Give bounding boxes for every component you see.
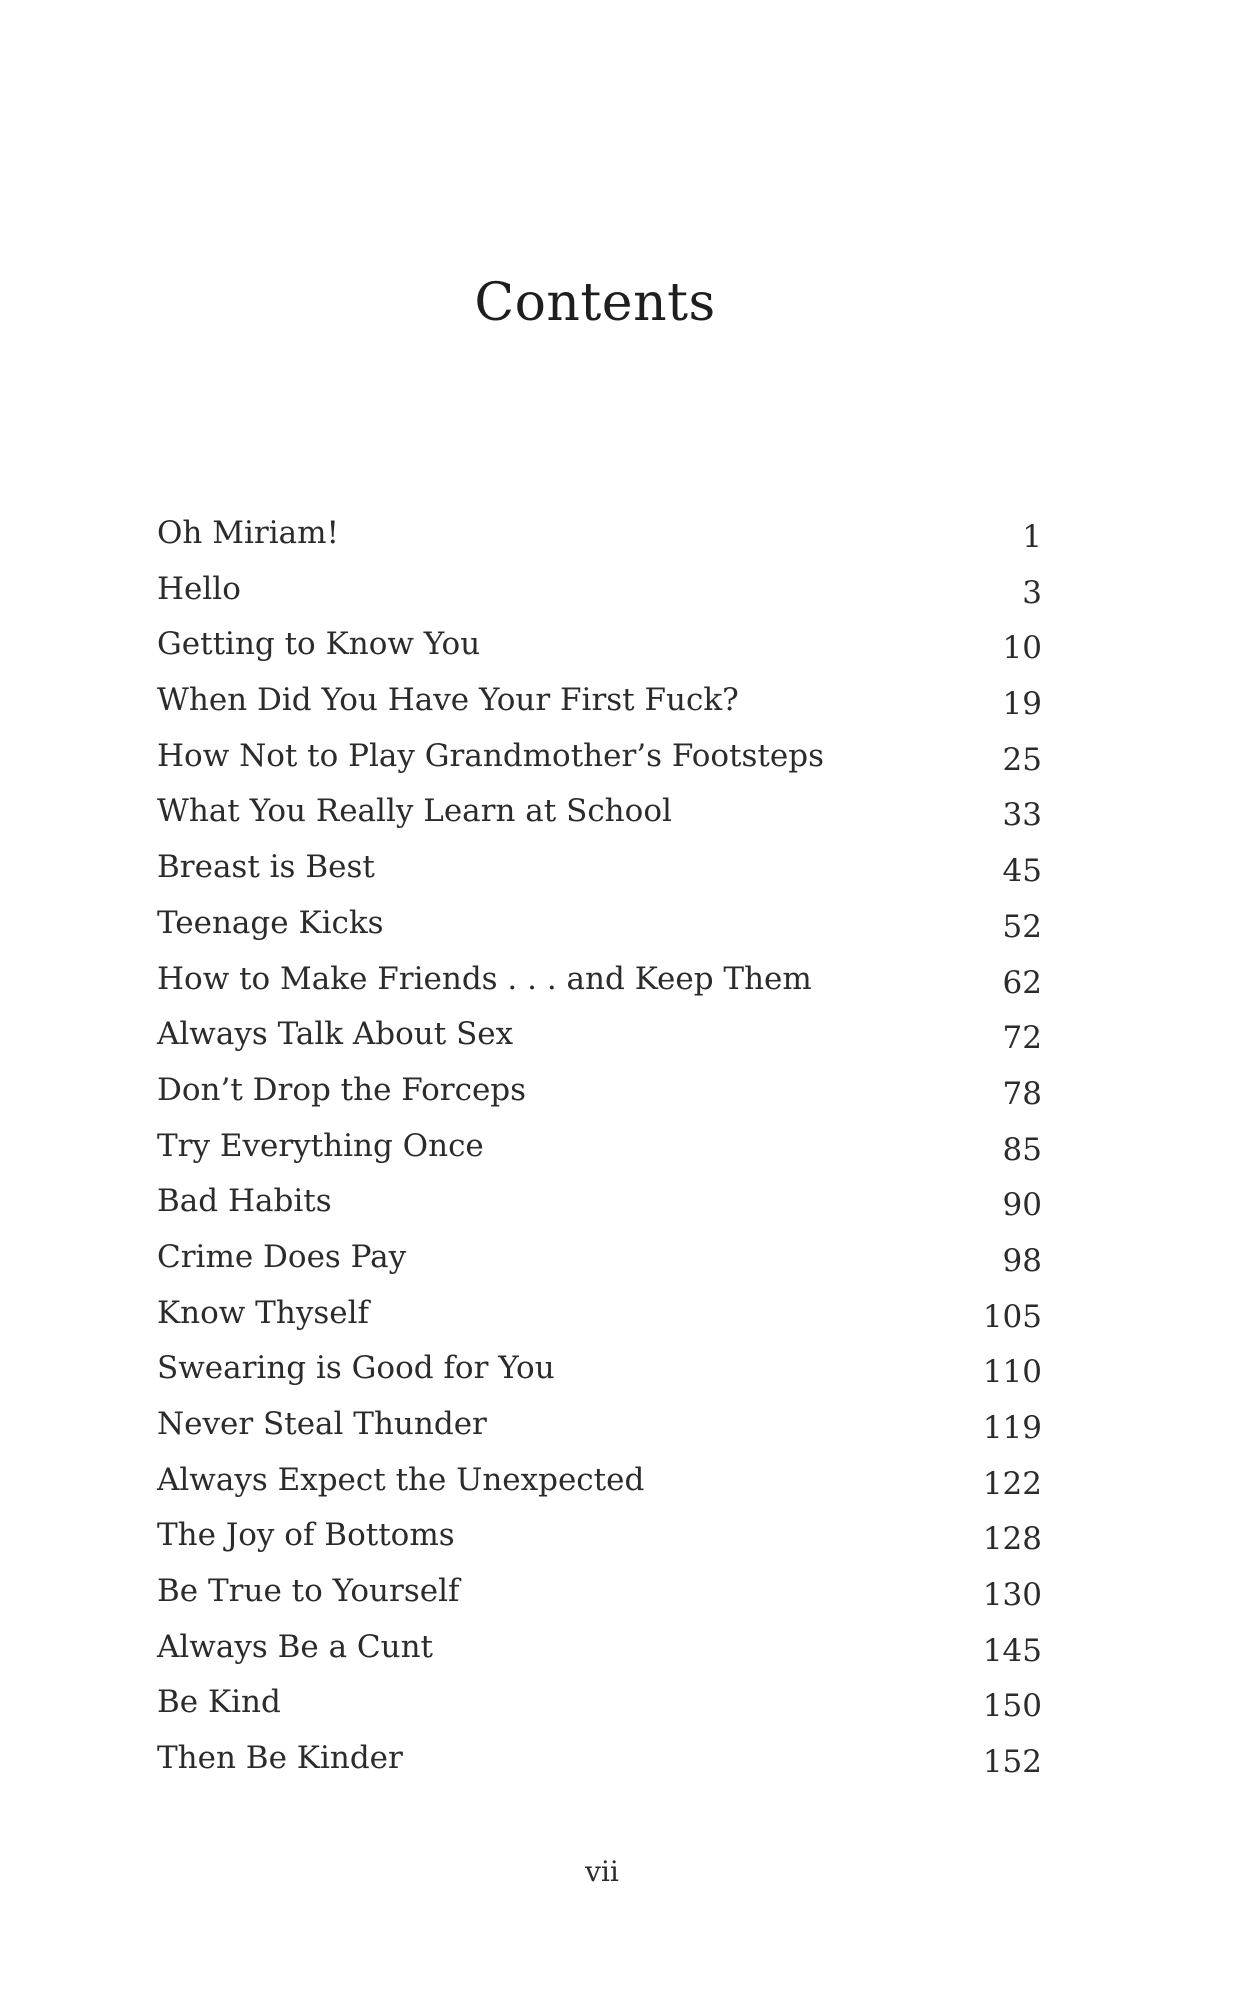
toc-entry [157, 1006, 1042, 1062]
toc-entry-page: 25 [1002, 741, 1042, 778]
toc-entry [157, 1730, 1042, 1786]
toc-entry [157, 1285, 1042, 1341]
toc-entry-title: Try Everything Once [157, 1127, 484, 1164]
toc-entry-title: Breast is Best [157, 849, 375, 886]
toc-entry [157, 616, 1042, 672]
toc-entry [157, 1619, 1042, 1675]
toc-entry-title: Never Steal Thunder [157, 1406, 487, 1442]
toc-entry-title: Always Be a Cunt [157, 1628, 434, 1665]
toc-entry-title: Oh Miriam! [157, 515, 339, 551]
page-title: Contents [474, 273, 716, 333]
toc-entry-title: Then Be Kinder [157, 1740, 403, 1777]
toc-entry-title: Don’t Drop the Forceps [157, 1071, 527, 1108]
toc-entry-title: When Did You Have Your First Fuck? [157, 682, 739, 719]
toc-entry-title: Know Thyself [157, 1294, 369, 1331]
toc-entry-title: How Not to Play Grandmother’s Footsteps [157, 737, 824, 774]
toc-entry [157, 1173, 1042, 1229]
toc-entry-page: 150 [982, 1688, 1042, 1725]
toc-entry-title: How to Make Friends . . . and Keep Them [157, 960, 812, 997]
toc-entry [157, 672, 1042, 728]
toc-entry-page: 110 [982, 1354, 1042, 1391]
toc-entry [157, 1396, 1042, 1452]
toc-entry-title: Be Kind [157, 1684, 281, 1721]
toc-entry-title: Bad Habits [157, 1183, 332, 1220]
toc-entry-page: 128 [982, 1521, 1042, 1558]
toc-entry-title: What You Really Learn at School [157, 793, 672, 830]
toc-entry [157, 1507, 1042, 1563]
toc-entry-page: 145 [982, 1632, 1042, 1669]
toc-entry-title: Always Expect the Unexpected [157, 1461, 645, 1498]
toc-entry [157, 1563, 1042, 1619]
toc-entry [157, 728, 1042, 784]
toc-entry-title: Getting to Know You [157, 626, 481, 663]
toc-entry-page: 45 [1002, 853, 1042, 890]
toc-entry-page: 122 [982, 1465, 1042, 1502]
toc-entry-title: Hello [157, 570, 241, 607]
toc-entry-page: 52 [1002, 908, 1042, 945]
toc-entry [157, 1118, 1042, 1174]
toc-entry-title: The Joy of Bottoms [157, 1517, 455, 1554]
toc-entry [157, 561, 1042, 617]
toc-entry [157, 1340, 1042, 1396]
toc-entry-title: Be True to Yourself [157, 1573, 460, 1610]
toc-entry-page: 3 [1022, 574, 1042, 611]
toc-entry-page: 130 [982, 1577, 1042, 1614]
toc-entry [157, 895, 1042, 951]
toc-entry-title: Crime Does Pay [157, 1238, 407, 1275]
toc-entry-page: 78 [1002, 1075, 1042, 1112]
toc-entry-page: 105 [982, 1298, 1042, 1335]
table-of-contents [157, 505, 1042, 1786]
toc-entry-page: 10 [1002, 630, 1042, 667]
toc-entry [157, 1452, 1042, 1508]
toc-entry [157, 1674, 1042, 1730]
toc-entry-title: Teenage Kicks [157, 904, 384, 941]
toc-entry-page: 90 [1002, 1187, 1042, 1224]
toc-entry-page: 62 [1002, 964, 1042, 1001]
toc-entry [157, 505, 1042, 561]
toc-entry-title: Always Talk About Sex [157, 1016, 514, 1053]
toc-entry-page: 85 [1002, 1131, 1042, 1168]
toc-entry-page: 98 [1002, 1242, 1042, 1279]
toc-entry-page: 1 [1022, 519, 1042, 555]
toc-entry [157, 783, 1042, 839]
toc-entry-page: 119 [982, 1410, 1042, 1446]
toc-entry [157, 1062, 1042, 1118]
toc-entry-page: 72 [1002, 1020, 1042, 1057]
toc-entry-title: Swearing is Good for You [157, 1350, 555, 1387]
page-number: vii [585, 1855, 619, 1888]
toc-entry [157, 951, 1042, 1007]
toc-entry [157, 839, 1042, 895]
toc-entry-page: 33 [1002, 797, 1042, 834]
toc-entry [157, 1229, 1042, 1285]
toc-entry-page: 152 [982, 1744, 1042, 1781]
toc-entry-page: 19 [1002, 686, 1042, 723]
